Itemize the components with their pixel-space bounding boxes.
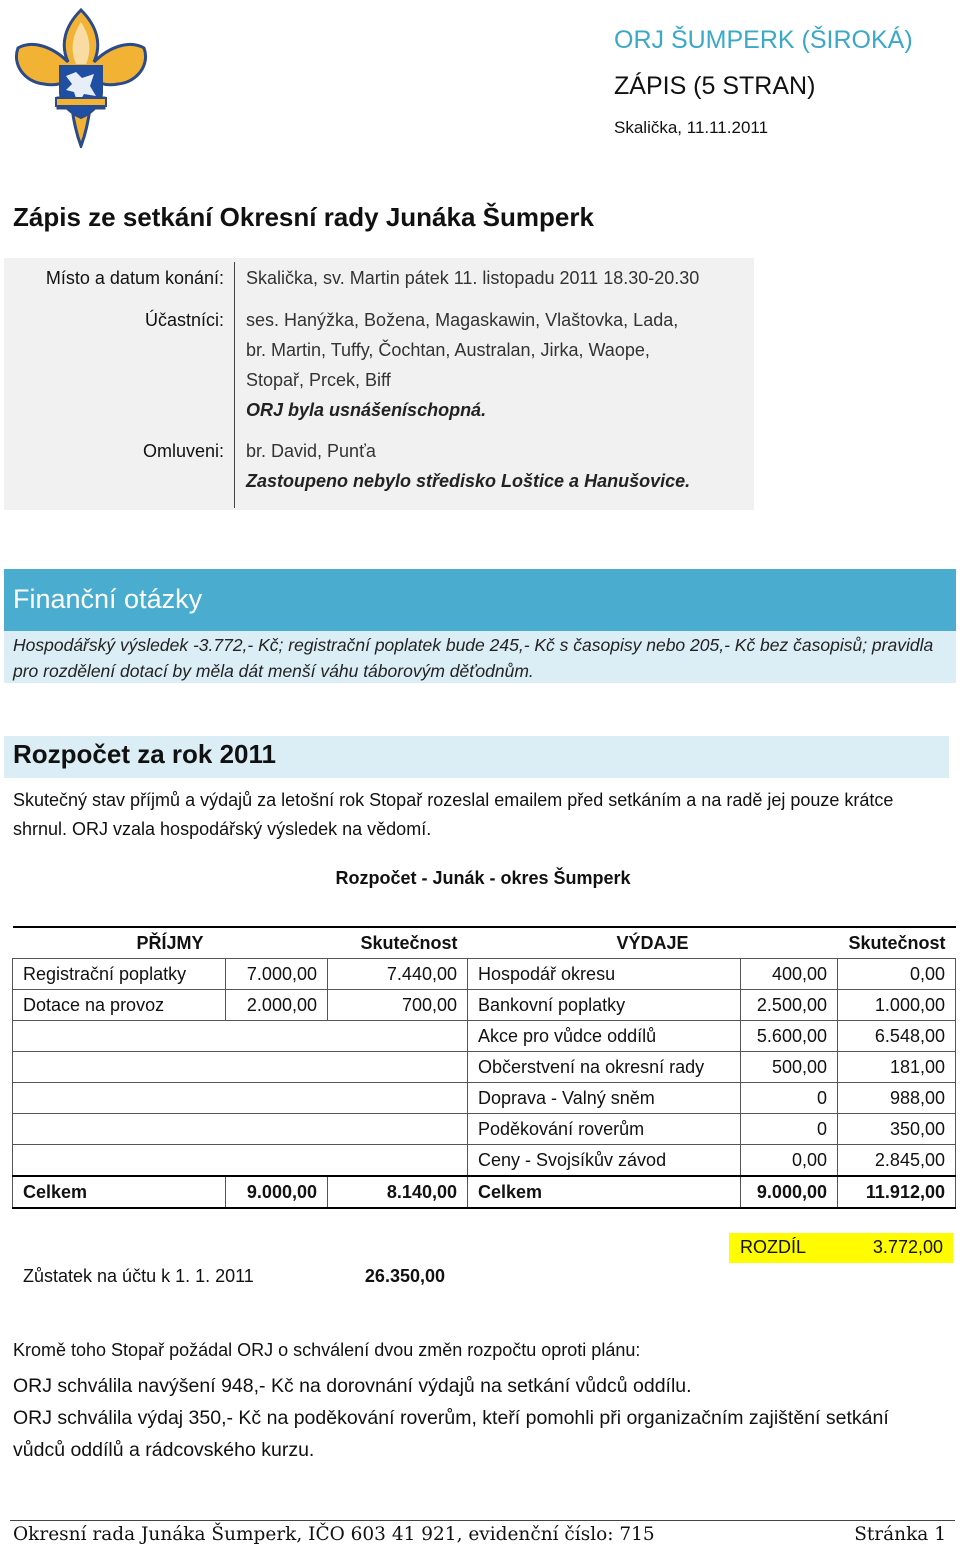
income-total-plan: 9.000,00 [226,1176,328,1208]
income-header: PŘÍJMY [13,927,328,959]
income-empty [13,1052,468,1083]
table-row [13,1021,956,1052]
table-row [13,1145,956,1177]
meta-divider [234,262,235,508]
changes-lines [13,1370,933,1466]
table-row [13,990,956,1021]
balance-value: 26.350,00 [364,1266,445,1286]
header-org: ORJ ŠUMPERK (ŠIROKÁ) [614,26,913,54]
participants-line: ses. Hanýžka, Božena, Magaskawin, Vlaštovka, Lada, [246,310,679,330]
income-plan: 7.000,00 [226,959,328,990]
expense-actual: 1.000,00 [838,990,956,1021]
expense-plan: 2.500,00 [741,990,838,1021]
expense-actual: 6.548,00 [838,1021,956,1052]
expense-plan: 5.600,00 [741,1021,838,1052]
expense-plan: 500,00 [741,1052,838,1083]
excused-note: Zastoupeno nebylo středisko Loštice a Hanušovice. [246,471,691,491]
expense-plan: 0,00 [741,1145,838,1177]
footer-page-number: Stránka 1 [854,1524,946,1545]
budget-section-title: Rozpočet za rok 2011 [13,739,276,769]
table-row [13,1083,956,1114]
changes-line-2: ORJ schválila výdaj 350,- Kč na poděkování roverům, kteří pomohli při organizačním zajištění setkání vůdců oddílů a rádcovského kurzu. [13,1407,889,1461]
income-empty [13,1021,468,1052]
excused-label: Omluveni: [142,441,224,461]
header-place-date: Skalička, 11.11.2011 [614,118,769,137]
participants-line: Stopař, Prcek, Biff [246,370,391,390]
budget-total-row [13,1176,956,1208]
expense-actual: 350,00 [838,1114,956,1145]
expense-total-label: Celkem [468,1176,741,1208]
table-row [13,1114,956,1145]
income-actual: 7.440,00 [328,959,468,990]
income-name: Dotace na provoz [13,990,226,1021]
finance-title: Finanční otázky [13,584,203,614]
expense-actual: 0,00 [838,959,956,990]
document-title: Zápis ze setkání Okresní rady Junáka Šumperk [13,202,594,232]
income-empty [13,1145,468,1177]
income-actual-header: Skutečnost [328,927,468,959]
finance-text: Hospodářský výsledek -3.772,- Kč; registrační poplatek bude 245,- Kč s časopisy nebo 205,- Kč bez časopisů; pravidla pro rozdělení dotací by měla dát menší váhu táborovým děťodnům. [13,635,934,681]
participants-label: Účastníci: [144,310,224,330]
expense-name: Doprava - Valný sněm [468,1083,741,1114]
budget-table-title: Rozpočet - Junák - okres Šumperk [335,868,631,888]
table-row [13,1052,956,1083]
expense-plan: 0 [741,1083,838,1114]
budget-section-text: Skutečný stav příjmů a výdajů za letošní rok Stopař rozeslal emailem před setkáním a na radě jej pouze krátce shrnul. ORJ vzala hospodářský výsledek na vědomí. [13,790,894,839]
table-row [13,959,956,990]
expense-name: Poděkování roverům [468,1114,741,1145]
place-label: Místo a datum konání: [45,268,224,288]
expense-plan: 400,00 [741,959,838,990]
excused-value: br. David, Punťa [246,441,376,461]
expense-total-plan: 9.000,00 [741,1176,838,1208]
income-plan: 2.000,00 [226,990,328,1021]
expense-name: Občerstvení na okresní rady [468,1052,741,1083]
budget-table [12,926,956,1209]
income-actual: 700,00 [328,990,468,1021]
expense-name: Ceny - Svojsíkův závod [468,1145,741,1177]
footer-divider [10,1520,955,1521]
expense-actual-header: Skutečnost [838,927,956,959]
difference-value: 3.772,00 [872,1237,943,1257]
participants-note: ORJ byla usnášeníschopná. [246,400,487,420]
expense-name: Hospodář okresu [468,959,741,990]
place-value: Skalička, sv. Martin pátek 11. listopadu 2011 18.30-20.30 [246,268,700,288]
changes-line-1: ORJ schválila navýšení 948,- Kč na dorovnání výdajů na setkání vůdců oddílu. [13,1375,692,1397]
participants-line: br. Martin, Tuffy, Čochtan, Australan, Jirka, Waope, [246,340,650,360]
expense-name: Akce pro vůdce oddílů [468,1021,741,1052]
expense-plan: 0 [741,1114,838,1145]
header-title: ZÁPIS (5 STRAN) [614,72,816,100]
expense-actual: 988,00 [838,1083,956,1114]
income-empty [13,1083,468,1114]
income-total-actual: 8.140,00 [328,1176,468,1208]
expense-total-actual: 11.912,00 [838,1176,956,1208]
junak-logo [10,6,152,148]
difference-label: ROZDÍL [740,1237,807,1257]
income-total-label: Celkem [13,1176,226,1208]
balance-label: Zůstatek na účtu k 1. 1. 2011 [23,1266,254,1286]
footer-org-info: Okresní rada Junáka Šumperk, IČO 603 41 921, evidenční číslo: 715 [13,1524,655,1545]
changes-intro: Kromě toho Stopař požádal ORJ o schválení dvou změn rozpočtu oproti plánu: [13,1340,641,1360]
budget-table-header-row [13,927,956,959]
expense-header: VÝDAJE [468,927,838,959]
income-empty [13,1114,468,1145]
expense-actual: 181,00 [838,1052,956,1083]
income-name: Registrační poplatky [13,959,226,990]
expense-actual: 2.845,00 [838,1145,956,1177]
expense-name: Bankovní poplatky [468,990,741,1021]
